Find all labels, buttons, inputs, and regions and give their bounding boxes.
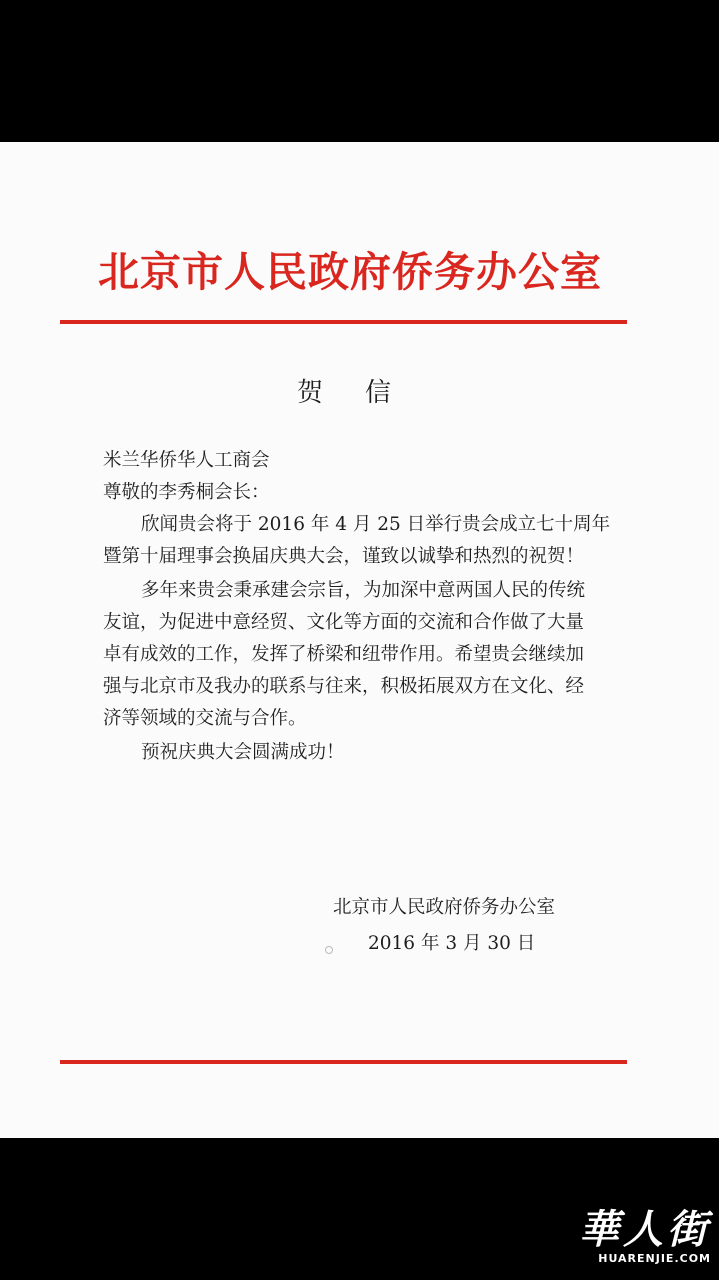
paragraph-line: 欣闻贵会将于 2016 年 4 月 25 日举行贵会成立七十周年 xyxy=(141,514,611,535)
paragraph xyxy=(103,509,623,573)
letter-body xyxy=(103,445,623,769)
paragraph-line: 多年来贵会秉承建会宗旨，为加深中意两国人民的传统 xyxy=(141,580,586,601)
watermark-chars: 華人街 xyxy=(579,1207,711,1253)
paragraph-line: 暨第十届理事会换届庆典大会，谨致以诚挚和热烈的祝贺！ xyxy=(103,546,585,567)
paragraph-line: 预祝庆典大会圆满成功！ xyxy=(141,742,345,763)
letter-heading xyxy=(0,372,690,409)
letter-page xyxy=(0,142,719,1138)
site-watermark-logo xyxy=(561,1208,711,1266)
paragraph-line: 强与北京市及我办的联系与往来，积极拓展双方在文化、经 xyxy=(103,676,585,697)
punch-hole-mark xyxy=(325,946,333,954)
signature-date: 2016 年 3 月 30 日 xyxy=(368,933,536,954)
paragraph-line: 卓有成效的工作，发挥了桥梁和纽带作用。希望贵会继续加 xyxy=(103,644,585,665)
paragraph xyxy=(103,737,623,769)
footer-rule xyxy=(60,1060,627,1064)
letterhead-rule xyxy=(60,320,627,324)
paragraph-line: 济等领域的交流与合作。 xyxy=(103,708,307,729)
paragraph xyxy=(103,575,623,735)
recipient-org: 米兰华侨华人工商会 xyxy=(103,450,270,471)
letterhead-title: 北京市人民政府侨务办公室 xyxy=(98,248,602,296)
paragraph-line: 友谊，为促进中意经贸、文化等方面的交流和合作做了大量 xyxy=(103,612,585,633)
letter-heading-char: 信 xyxy=(365,378,394,408)
signature-block xyxy=(333,890,613,962)
watermark-latin: HUARENJIE.COM xyxy=(598,1252,711,1265)
signature-org: 北京市人民政府侨务办公室 xyxy=(333,897,556,918)
salutation: 尊敬的李秀桐会长： xyxy=(103,482,270,503)
letter-heading-char: 贺 xyxy=(296,378,325,408)
